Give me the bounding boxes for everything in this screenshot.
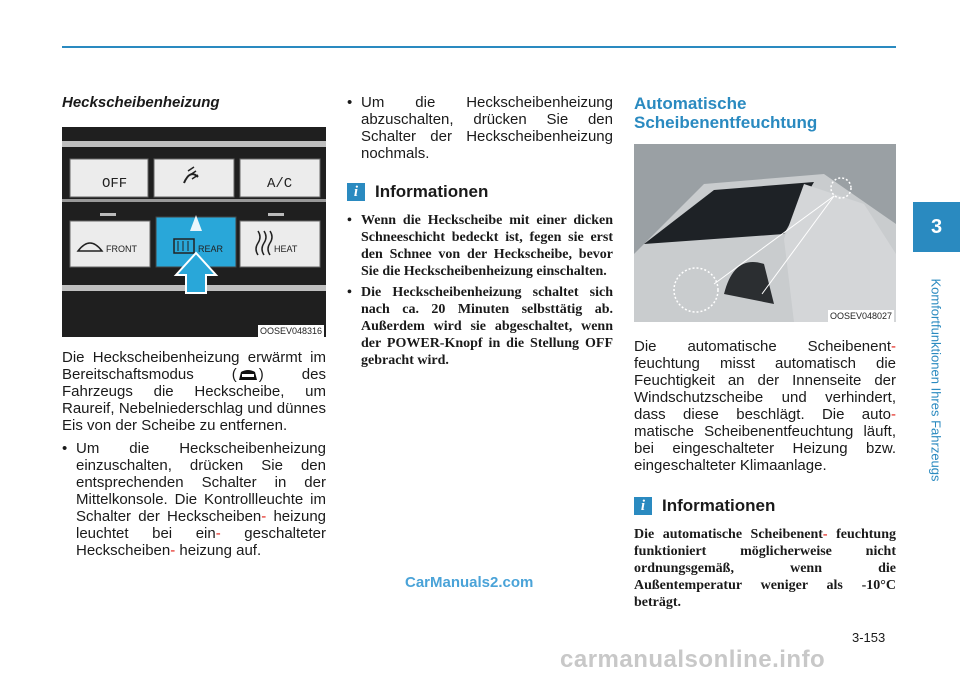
windshield-figure xyxy=(634,144,896,322)
chapter-title: Komfortfunktionen Ihres Fahrzeugs xyxy=(928,278,944,482)
car-rear-icon xyxy=(237,368,259,382)
info-title: Informationen xyxy=(375,182,489,201)
info-icon: i xyxy=(634,497,652,515)
info-item: • Wenn die Heckscheibe mit einer dicken Schneeschicht bedeckt ist, fegen sie erst den Schnee von der Heckscheibe, bevor Sie die Heckscheibenheizung einschalten. xyxy=(347,212,613,280)
bullet-text-d: heizung auf. xyxy=(179,542,262,559)
info-text-b: feuchtung funktioniert möglicherweise nicht ordnungsgemäß, wenn die Außentemperatur weniger als -10°C beträgt. xyxy=(634,527,896,610)
hyphen: - xyxy=(822,527,828,542)
description-paragraph xyxy=(62,349,326,434)
figure-code: OOSEV048316 xyxy=(259,326,322,336)
middle-column xyxy=(347,94,613,369)
bullet-switch-off: • Um die Heckscheibenheizung abzuschalten, drücken Sie den Schalter der Heckscheibenheizung nochmals. xyxy=(347,94,613,162)
watermark-carmanuals2: CarManuals2.com xyxy=(405,574,534,591)
bullet-switch-on xyxy=(62,440,326,559)
bullet-text-b: heizung leuchtet bei ein xyxy=(76,508,327,542)
section-heading: Heckscheibenheizung xyxy=(62,94,220,111)
info-header xyxy=(347,182,613,202)
info-icon: i xyxy=(347,183,365,201)
bullet-text-c: geschalteter Heckscheiben xyxy=(76,525,327,559)
info-text-a: Die automatische Scheibenent xyxy=(634,527,823,542)
info-paragraph xyxy=(634,526,896,611)
para-text-b: feuchtung misst automatisch die Feuchtigkeit an der Innenseite der Windschutzscheibe und verhindert, dass diese beschlägt. Die auto xyxy=(634,355,896,423)
climate-panel-illustration xyxy=(62,127,326,337)
info-header xyxy=(634,496,896,516)
off-label: OFF xyxy=(102,176,128,192)
info-title: Informationen xyxy=(662,496,776,515)
hyphen: - xyxy=(891,338,896,355)
chapter-tab: 3 xyxy=(913,202,960,252)
watermark-carmanualsonline: carmanualsonline.info xyxy=(560,646,826,673)
hyphen: - xyxy=(215,525,221,542)
para-text-1: Die Heckscheibenheizung erwärmt im Bereitschaftsmodus ( xyxy=(62,349,326,383)
figure-code: OOSEV048027 xyxy=(829,311,892,321)
para-text-2: ) des Fahrzeugs die Heckscheibe, um Raureif, Nebelniederschlag und dünnes Eis von der Scheibe zu entfernen. xyxy=(62,366,326,434)
para-text-a: Die automatische Scheibenent xyxy=(634,338,891,355)
ac-label: A/C xyxy=(267,176,293,192)
section-heading-auto-defog: Automatische Scheibenentfeuchtung xyxy=(634,94,818,132)
info-item: • Die Heckscheibenheizung schaltet sich nach ca. 20 Minuten selbsttätig ab. Außerdem wird sie abgeschaltet, wenn der POWER-Knopf in die Stellung OFF gebracht wird. xyxy=(347,284,613,369)
hyphen: - xyxy=(170,542,176,559)
right-column xyxy=(634,90,896,611)
windshield-illustration xyxy=(634,144,896,322)
front-label: FRONT xyxy=(106,244,137,254)
heat-label: HEAT xyxy=(274,244,298,254)
rear-label: REAR xyxy=(198,244,224,254)
hyphen: - xyxy=(261,508,267,525)
top-rule xyxy=(62,46,896,48)
left-column xyxy=(62,90,326,559)
climate-panel-figure xyxy=(62,127,326,337)
auto-defog-paragraph xyxy=(634,338,896,474)
page-number: 3-153 xyxy=(852,630,886,645)
bullet-text-a: Um die Heckscheibenheizung einzuschalten, drücken Sie den entsprechenden Schalter in der Mittelkonsole. Die Kontrollleuchte im Schalter der Heckscheiben xyxy=(76,440,326,525)
hyphen: - xyxy=(891,406,896,423)
para-text-c: matische Scheibenentfeuchtung läuft, bei eingeschalteter Heizung bzw. eingeschalteter Klimaanlage. xyxy=(634,423,896,474)
